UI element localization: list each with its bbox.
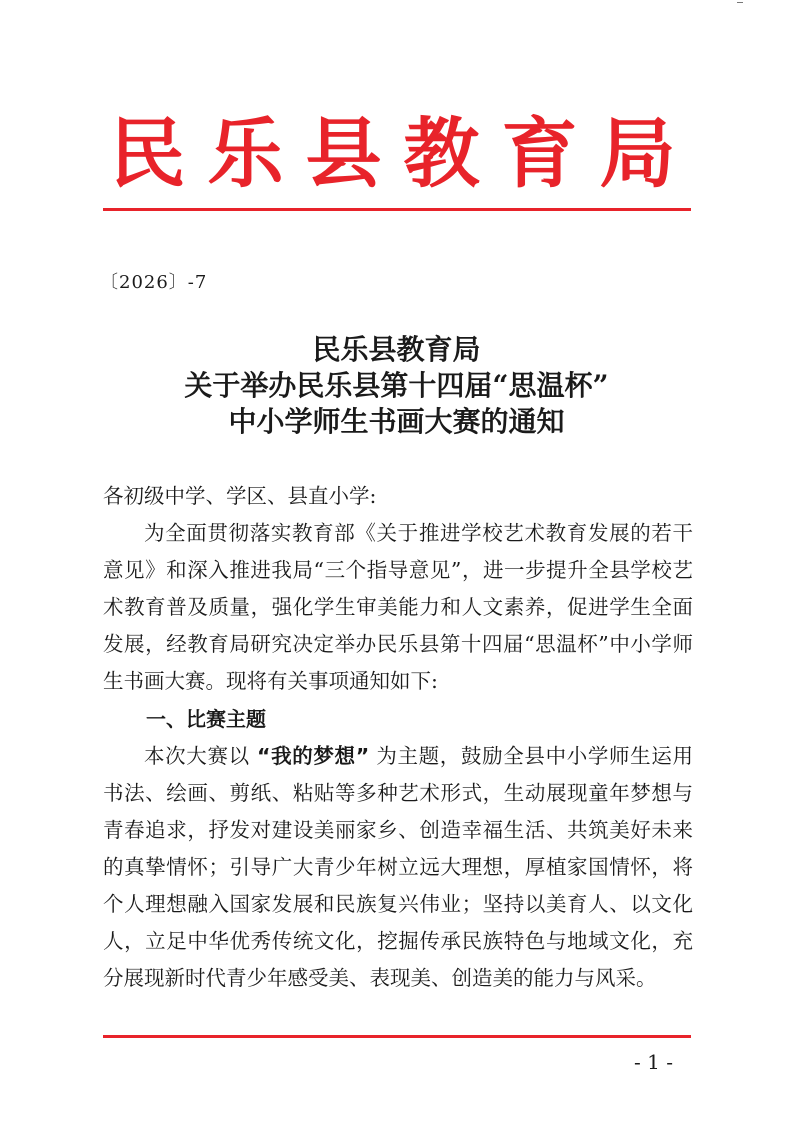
document-title-line-2: 关于举办民乐县第十四届“思温杯” (184, 369, 609, 402)
document-title-line-1: 民乐县教育局 (312, 333, 481, 366)
page-number: - 1 - (634, 1050, 673, 1074)
theme-paragraph (103, 738, 693, 997)
footer-red-rule (103, 1035, 691, 1038)
document-number: 〔2026〕-7 (100, 272, 208, 293)
theme-name: “我的梦想” (256, 744, 370, 768)
letterhead-red-rule (103, 208, 691, 211)
intro-paragraph: 为全面贯彻落实教育部《关于推进学校艺术教育发展的若干意见》和深入推进我局“三个指导意见”，进一步提升全县学校艺术教育普及质量，强化学生审美能力和人文素养，促进学生全面发展，经教育局研究决定举办民乐县第十四届“思温杯”中小学师生书画大赛。现将有关事项通知如下: (103, 521, 693, 693)
letterhead-title: 民乐县教育局 (109, 109, 698, 198)
theme-text-before: 本次大赛以 (144, 744, 250, 768)
addressee: 各初级中学、学区、县直小学: (103, 484, 377, 508)
scan-corner-mark (737, 2, 743, 3)
section-heading-theme: 一、比赛主题 (146, 707, 266, 731)
document-title-line-3: 中小学师生书画大赛的通知 (228, 405, 565, 438)
theme-text-after: 为主题，鼓励全县中小学师生运用书法、绘画、剪纸、粘贴等多种艺术形式，生动展现童年梦想与青春追求，抒发对建设美丽家乡、创造幸福生活、共筑美好未来的真挚情怀；引导广大青少年树立远大理想，厚植家国情怀，将个人理想融入国家发展和民族复兴伟业；坚持以美育人、以文化人，立足中华优秀传统文化，挖掘传承民族特色与地域文化，充分展现新时代青少年感受美、表现美、创造美的能力与风采。 (103, 744, 693, 990)
